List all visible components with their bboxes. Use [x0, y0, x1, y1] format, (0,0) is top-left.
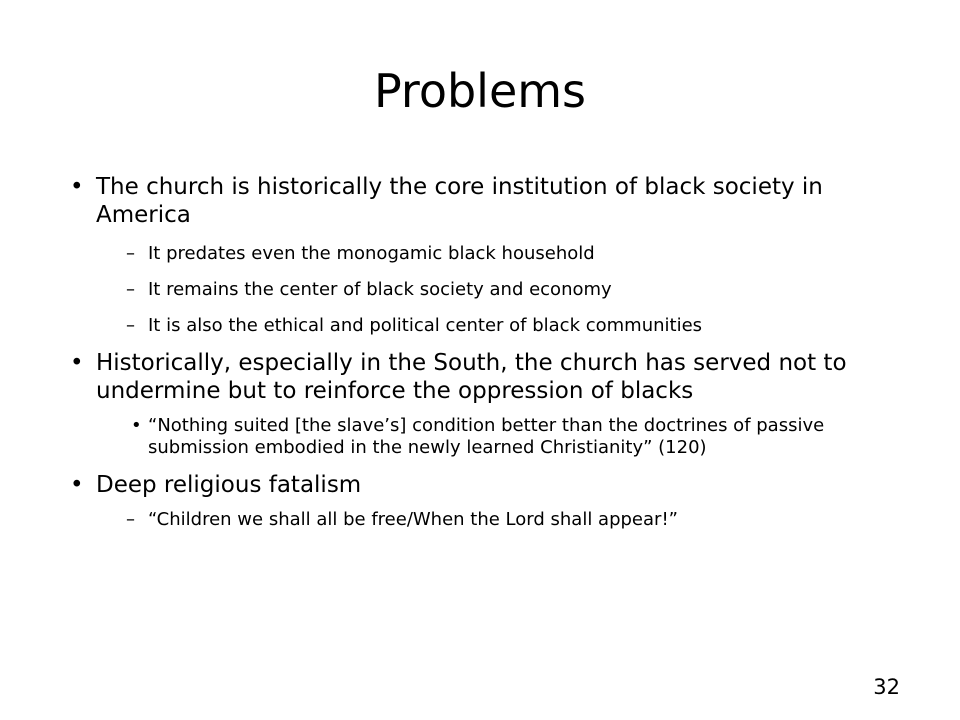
bullet-marker: •: [70, 174, 84, 200]
bullet-item: [70, 349, 910, 405]
sub-bullet-item: [70, 279, 910, 301]
quote-text: “Nothing suited [the slave’s] condition better than the doctrines of passive submission embodied in the newly learned Christianity” (120): [148, 415, 825, 458]
dash-marker: –: [126, 315, 135, 336]
sub-bullet-item: [70, 243, 910, 265]
sub-bullet-item: [70, 509, 910, 531]
bullet-item: [70, 173, 910, 229]
bullet-marker: •: [70, 350, 84, 376]
bullet-item: [70, 471, 910, 499]
sub-bullet-text: It is also the ethical and political center of black communities: [148, 315, 703, 336]
quote-text: “Children we shall all be free/When the Lord shall appear!”: [148, 509, 678, 530]
bullet-text: Deep religious fatalism: [96, 472, 362, 498]
bullet-text: The church is historically the core institution of black society in America: [96, 174, 823, 228]
dash-marker: –: [126, 279, 135, 300]
sub-bullet-text: It remains the center of black society and economy: [148, 279, 612, 300]
dash-marker: –: [126, 243, 135, 264]
sub-bullet-item: [70, 415, 910, 459]
dash-marker: –: [126, 509, 135, 530]
page-number: 32: [873, 675, 900, 699]
slide-title: Problems: [373, 64, 587, 118]
bullet-text: Historically, especially in the South, the church has served not to undermine but to reinforce the oppression of blacks: [96, 350, 847, 404]
sub-bullet-text: It predates even the monogamic black household: [148, 243, 595, 264]
sub-bullet-item: [70, 315, 910, 337]
bullet-marker: •: [131, 415, 142, 436]
bullet-list: [70, 173, 910, 531]
bullet-marker: •: [70, 472, 84, 498]
